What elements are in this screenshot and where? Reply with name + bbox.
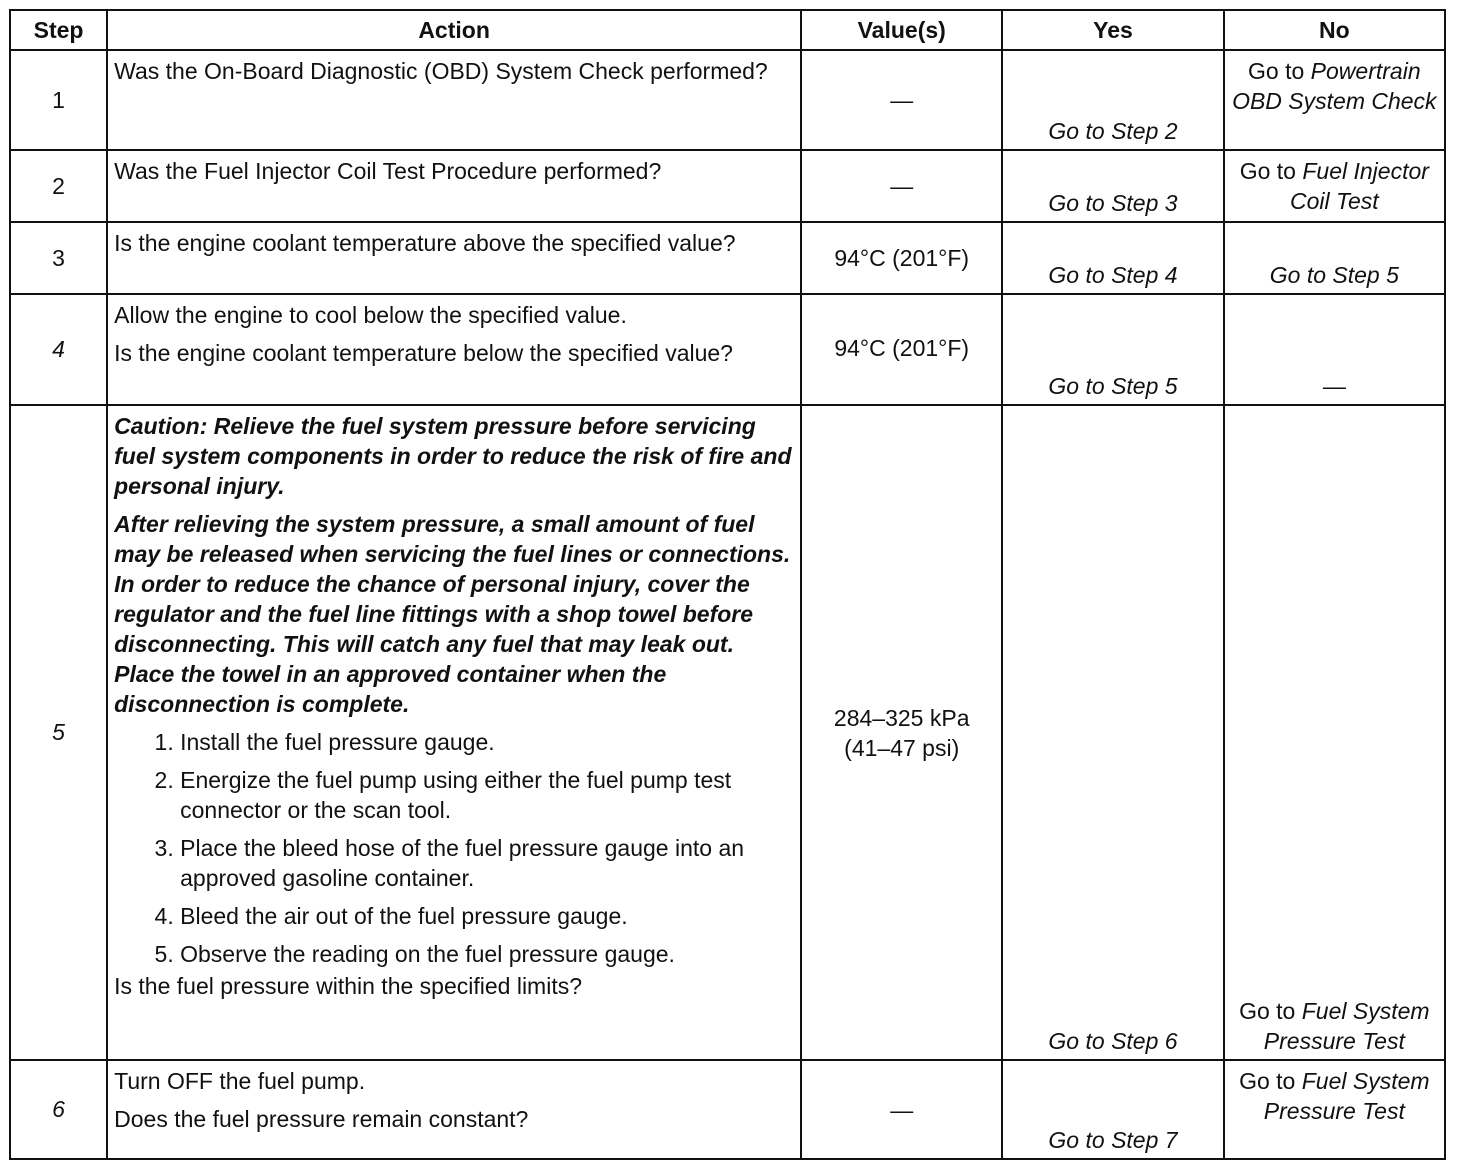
- list-item: 1. Install the fuel pressure gauge.: [180, 727, 794, 757]
- value-cell: —: [801, 150, 1002, 222]
- table-row-step-5: [10, 405, 1445, 1060]
- no-prefix: Go to: [1239, 158, 1296, 184]
- action-cell: [107, 1060, 801, 1159]
- header-values: Value(s): [801, 10, 1002, 50]
- action-text: Turn OFF the fuel pump.: [114, 1068, 366, 1094]
- no-prefix: Go to: [1248, 58, 1305, 84]
- table-row-step-1: [10, 50, 1445, 150]
- header-yes: Yes: [1002, 10, 1223, 50]
- yes-cell: Go to Step 2: [1002, 50, 1223, 150]
- table-row-step-6: [10, 1060, 1445, 1159]
- list-item: 3. Place the bleed hose of the fuel pressure gauge into an approved gasoline container.: [180, 833, 794, 893]
- procedure-list: [114, 727, 794, 969]
- no-link: Powertrain OBD System Check: [1232, 58, 1437, 114]
- yes-cell: Go to Step 6: [1002, 405, 1223, 1060]
- no-prefix: Go to: [1239, 998, 1296, 1024]
- no-link: Fuel System Pressure Test: [1263, 998, 1430, 1054]
- yes-cell: Go to Step 7: [1002, 1060, 1223, 1159]
- yes-cell: Go to Step 3: [1002, 150, 1223, 222]
- no-cell: [1224, 405, 1445, 1060]
- no-prefix: Go to: [1239, 1068, 1296, 1094]
- step-number: 5: [10, 405, 107, 1060]
- no-link: Fuel Injector Coil Test: [1290, 158, 1429, 214]
- action-text: Is the engine coolant temperature above the specified value?: [114, 230, 736, 256]
- no-link: Fuel System Pressure Test: [1263, 1068, 1430, 1124]
- caution-detail: After relieving the system pressure, a small amount of fuel may be released when servicing the fuel lines or connections. In order to reduce the chance of personal injury, cover the regulator and the fuel line fittings with a shop towel before disconnecting. This will catch any fuel that may leak out. Place the towel in an approved container when the disconnection is complete.: [114, 511, 791, 717]
- value-cell: 94°C (201°F): [801, 222, 1002, 294]
- header-no: No: [1224, 10, 1445, 50]
- action-text: Allow the engine to cool below the specified value.: [114, 302, 627, 328]
- value-cell: —: [801, 1060, 1002, 1159]
- step-number: 1: [10, 50, 107, 150]
- header-row: [10, 10, 1445, 50]
- no-cell: —: [1224, 294, 1445, 405]
- header-step: Step: [10, 10, 107, 50]
- action-question: Is the engine coolant temperature below the specified value?: [114, 340, 733, 366]
- value-cell: [801, 405, 1002, 1060]
- action-cell: [107, 405, 801, 1060]
- value-psi: (41–47 psi): [844, 734, 960, 761]
- list-item: 5. Observe the reading on the fuel pressure gauge.: [180, 939, 794, 969]
- list-item: 2. Energize the fuel pump using either the fuel pump test connector or the scan tool.: [180, 765, 794, 825]
- table-row-step-2: [10, 150, 1445, 222]
- step-number: 3: [10, 222, 107, 294]
- table-row-step-3: [10, 222, 1445, 294]
- value-cell: —: [801, 50, 1002, 150]
- action-text: Was the On-Board Diagnostic (OBD) System Check performed?: [114, 58, 768, 84]
- diagnostic-table: [9, 9, 1446, 1160]
- action-cell: [107, 222, 801, 294]
- action-question: Is the fuel pressure within the specified limits?: [114, 973, 583, 999]
- header-action: Action: [107, 10, 801, 50]
- value-cell: 94°C (201°F): [801, 294, 1002, 405]
- value-kpa: 284–325 kPa: [833, 704, 970, 731]
- no-cell: [1224, 150, 1445, 222]
- step-number: 6: [10, 1060, 107, 1159]
- action-cell: [107, 294, 801, 405]
- step-number: 2: [10, 150, 107, 222]
- no-cell: [1224, 50, 1445, 150]
- action-cell: [107, 150, 801, 222]
- step-number: 4: [10, 294, 107, 405]
- caution-text: Caution: Relieve the fuel system pressure before servicing fuel system components in order to reduce the risk of fire and personal injury.: [114, 413, 792, 499]
- action-text: Was the Fuel Injector Coil Test Procedure performed?: [114, 158, 662, 184]
- no-cell: Go to Step 5: [1224, 222, 1445, 294]
- action-cell: [107, 50, 801, 150]
- action-question: Does the fuel pressure remain constant?: [114, 1106, 529, 1132]
- yes-cell: Go to Step 4: [1002, 222, 1223, 294]
- yes-cell: Go to Step 5: [1002, 294, 1223, 405]
- table-row-step-4: [10, 294, 1445, 405]
- list-item: 4. Bleed the air out of the fuel pressure gauge.: [180, 901, 794, 931]
- no-cell: [1224, 1060, 1445, 1159]
